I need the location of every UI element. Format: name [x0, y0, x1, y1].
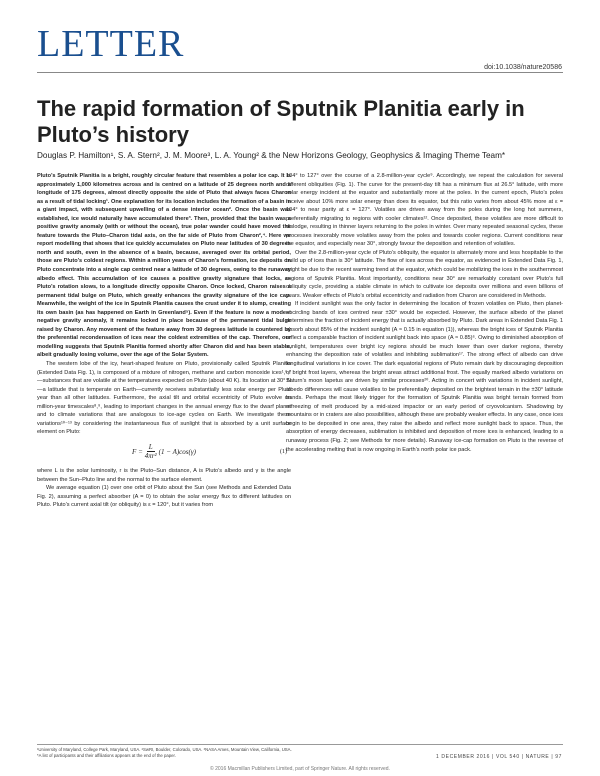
header-rule [37, 72, 563, 73]
section-label: LETTER [37, 23, 185, 65]
copyright-notice: © 2016 Macmillan Publishers Limited, part of Springer Nature. All rights reserved. [210, 766, 390, 772]
author-list: Douglas P. Hamilton¹, S. A. Stern², J. M. Moore³, L. A. Young² & the New Horizons Geology, Geophysics & Imaging Theme Team* [37, 151, 506, 160]
affiliations-note: ¹University of Maryland, College Park, Maryland, USA. ²SwRI, Boulder, Colorado, USA. ³NASA Ames, Mountain View, California, USA. [37, 747, 292, 752]
body-paragraph: We average equation (1) over one orbit of Pluto about the Sun (see Methods and Extended Data Fig. 2), assuming a perfect absorber (A = 0) to obtain the solar energy flux to different latitudes on Pluto. Pluto’s current axial tilt (or obliquity) is ε = 120°, but it varies from [37, 485, 291, 509]
abstract: Pluto’s Sputnik Planitia is a bright, roughly circular feature that resembles a polar ice cap. It is approximately 1,000 kilometres across and is centred on a latitude of 25 degrees north and a longitude of 175 degrees, almost directly opposite the side of Pluto that always faces Charon as a result of tidal locking¹. One explanation for its location includes the formation of a basin in a giant impact, with subsequent upwelling of a dense interior ocean². Once the basin was established, ice would naturally have accumulated there³. Then, provided that the basin was a positive gravity anomaly (with or without the ocean), true polar wander could have moved the feature towards the Pluto–Charon tidal axis, on the far side of Pluto from Charon²,⁴. Here we report modelling that shows that ice quickly accumulates on Pluto near latitudes of 30 degrees north and south, even in the absence of a basin, because, averaged over its orbital period, those are Pluto’s coldest regions. Within a million years of Charon’s formation, ice deposits on Pluto concentrate into a single cap centred near a latitude of 30 degrees, owing to the runaway albedo effect. This accumulation of ice causes a positive gravity signature that locks, as Pluto’s rotation slows, to a longitude directly opposite Charon. Once locked, Charon raises a permanent tidal bulge on Pluto, which greatly enhances the gravity signature of the ice cap. Meanwhile, the weight of the ice in Sputnik Planitia causes the crust under it to slump, creating its own basin (as has happened on Earth in Greenland⁵). Even if the feature is now a modest negative gravity anomaly, it remains locked in place because of the permanent tidal bulge raised by Charon. Any movement of the feature away from 30 degrees latitude is countered by the preferential recondensation of ices near the coldest extremities of the cap. Therefore, our modelling suggests that Sputnik Planitia formed shortly after Charon did and has been stable, albeit gradually losing volume, over the age of the Solar System. [37, 173, 291, 359]
equation-number: (1) [280, 448, 287, 455]
left-column [37, 172, 291, 510]
equation-fraction [145, 443, 157, 461]
doi-link[interactable]: doi:10.1038/nature20586 [484, 64, 562, 71]
equation-1 [37, 440, 291, 464]
body-paragraph: where L is the solar luminosity, r is the Pluto–Sun distance, A is Pluto’s albedo and γ is the angle between the Sun–Pluto line and the normal to the surface element. [37, 467, 291, 483]
body-paragraph: 104° to 127° over the course of a 2.8-million-year cycle⁹. Accordingly, we repeat the calculation for several different obliquities (Fig. 1). The curve for the present-day tilt has a minimum flux at 26.5° latitude, with more solar energy incident at the equator and substantially more at the poles. In the current epoch, Pluto’s poles receive about 10% more solar energy than does its equator, but this ratio varies from about 45% more at ε = 104° to near parity at ε = 127°. Volatiles are driven away from the poles during the long hot summers, preferentially migrating to regions with cooler climates¹². Once deposited, these volatiles are more difficult to dislodge, resulting in thinner layers returning to the poles in winter. Over many repeated seasonal cycles, these processes inexorably move volatiles away from the poles and towards cooler regions. Current conditions near the equator, and especially near 30°, strongly favour the deposition and retention of volatiles. [286, 173, 563, 248]
article-title: The rapid formation of Sputnik Planitia early in Pluto’s history [37, 96, 525, 147]
body-paragraph: The western lobe of the icy, heart-shaped feature on Pluto, provisionally called Sputnik Planitia (Extended Data Fig. 1), is composed of a mixture of nitrogen, methane and carbon monoxide ices¹,⁶,⁷—substances that are volatile at the temperatures expected on Pluto (about 40 K). Its location at 30° N—a latitude that is temperate on Earth—currently receives substantially less solar energy per Pluto year than all other latitudes. Furthermore, the axial tilt and orbital eccentricity of Pluto evolve on million-year timescales⁸,⁹, leading to important changes in the annual energy flux to the dwarf planet and to climate variations that are analogous to ice-age cycles on Earth. We investigate these variations¹⁰⁻¹³ by considering the instantaneous flux of sunlight that is absorbed by a unit surface element on Pluto: [37, 361, 291, 436]
equation-denominator: 4πr² [144, 452, 157, 461]
equation-lhs: F = [132, 447, 143, 456]
issue-info: 1 DECEMBER 2016 | VOL 540 | NATURE | 97 [436, 754, 562, 760]
body-paragraph: If incident sunlight was the only factor in determining the location of frozen volatiles on Pluto, then planet-encircling bands of ices centred near ±30° would be expected. However, the surface albedo of the planet determines the fraction of incident energy that is actually absorbed by Pluto. Dark areas in Extended Data Fig. 1 absorb about 85% of the incident sunlight (A ≈ 0.15 in equation (1)), whereas the bright ices of Sputnik Planitia reflect a comparable fraction of incident sunlight back into space (A ≈ 0.85)⁶. Owing to diminished absorption of sunlight, temperatures over bright icy regions should be much lower than over darker regions, thereby enhancing the deposition rate of volatiles and inhibiting sublimation¹⁷. The strong effect of albedo can drive longitudinal variations in ice cover. The dark equatorial regions of Pluto remain dark by discouraging deposition of bright frost layers, whereas the bright areas attract additional frost. The equally marked albedo variations on Saturn’s moon Iapetus are driven by similar processes²⁰. Acting in concert with variations in incident sunlight, albedo differences will cause volatiles to be preferentially deposited on the brightest terrain in the ±30° latitude bands. Perhaps the most likely trigger for the formation of Sputnik Planitia was bright terrain formed from refreezing of melt produced by a mid-sized impactor or an early period of cryovolcanism. Shadowing by mountains or in craters are also possibilities, although these are probably weaker effects. In any case, once ices begin to be deposited in one area, they raise the albedo and reflect more sunlight back to space. Thus, the absorption of energy decreases, sublimation is inhibited and deposition of more ices is enhanced, leading to a runaway process (Fig. 2; see Methods for more details). Runaway ice-cap formation on Pluto is the reverse of the accelerating melting that is now ongoing in Earth’s north polar ice pack. [286, 301, 563, 453]
equation-rhs: (1 − A)cos(γ) [158, 447, 196, 456]
body-paragraph: Over the 2.8-million-year cycle of Pluto’s obliquity, the equator is alternately more and less hospitable to the build up of ices than is 30° latitude. The flow of ices across the equator, as evidenced in Extended Data Fig. 1, might be due to the recent warming trend at the equator, which could be mobilizing the ices in the southernmost regions of Sputnik Planitia. Most importantly, conditions near 30° are remarkably constant over Pluto’s full obliquity cycle, providing a stable climate in which to cultivate ice deposits over millions and even billions of years. Weaker effects of Pluto’s orbital eccentricity and radiation from Charon are considered in Methods. [286, 249, 563, 299]
team-note: *A list of participants and their affiliations appears at the end of the paper. [37, 753, 176, 758]
equation-numerator: L [148, 442, 153, 451]
right-column [286, 172, 563, 454]
